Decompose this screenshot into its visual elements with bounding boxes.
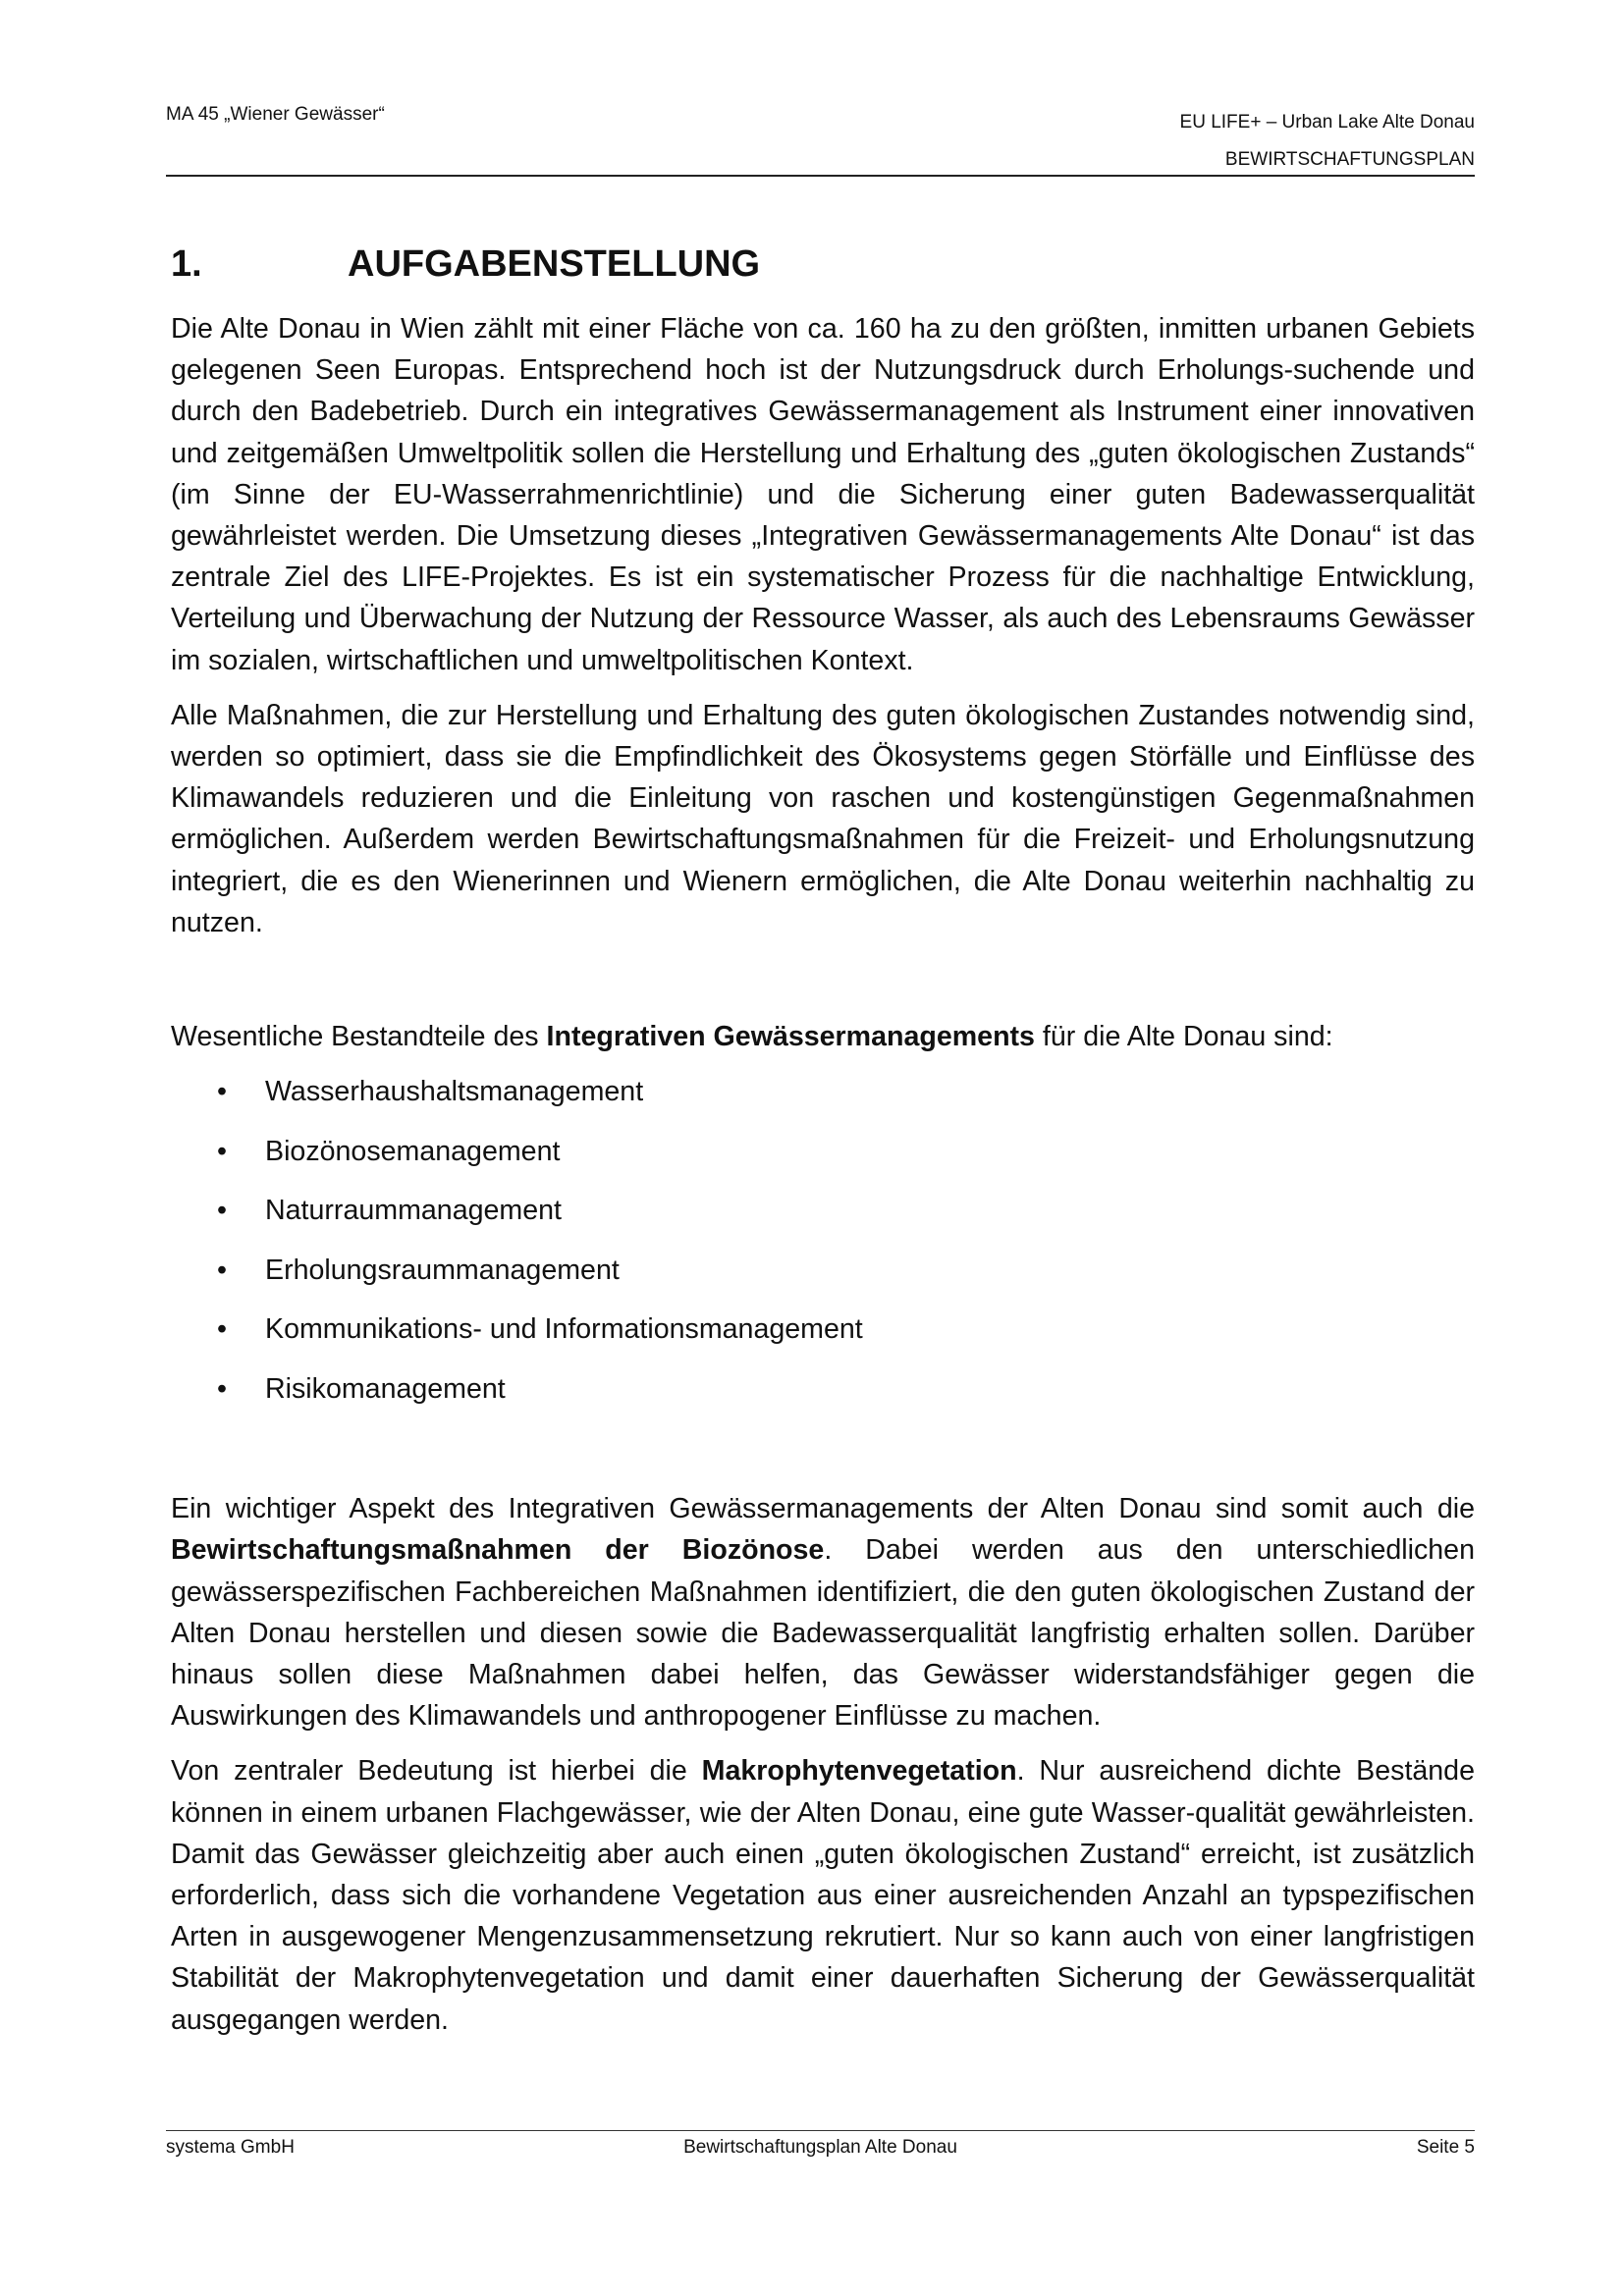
footer-page-number: Seite 5: [1416, 2137, 1475, 2158]
header-left: MA 45 „Wiener Gewässer“: [166, 104, 385, 125]
header-document-type: BEWIRTSCHAFTUNGSPLAN: [1224, 149, 1475, 170]
header-right: [1180, 104, 1475, 179]
bullet-icon: •: [217, 1254, 228, 1286]
paragraph-biocenosis: Ein wichtiger Aspekt des Integrativen Gewässermanagements der Alten Donau sind somit auch die Bewirtschaftungsmaßnahmen der Biozönose. Dabei werden aus den unterschiedlichen gewässerspezifischen Fachbereichen Maßnahmen identifiziert, die den guten ökologischen Zustand der Alten Donau herstellen und diesen sowie die Badewasserqualität langfristig erhalten sollen. Darüber hinaus sollen diese Maßnahmen dabei helfen, das Gewässer widerstandsfähiger gegen die Auswirkungen des Klimawandels und anthropogener Einflüsse zu machen.: [171, 1493, 1475, 1733]
footer-company: systema GmbH: [166, 2137, 295, 2158]
list-item: • Erholungsraummanagement: [171, 1250, 1475, 1309]
bullet-icon: •: [217, 1135, 228, 1167]
header-project-title: EU LIFE+ – Urban Lake Alte Donau: [1179, 112, 1475, 133]
bullet-icon: •: [217, 1076, 228, 1108]
paragraph-macrophytes: Von zentraler Bedeutung ist hierbei die Makrophytenvegetation. Nur ausreichend dichte Bestände können in einem urbanen Flachgewässer, wie der Alten Donau, eine gute Wasser-qualität gewährleisten. Damit das Gewässer gleichzeitig aber auch einen „guten ökologischen Zustand“ erreicht, ist zusätzlich erforderlich, dass sich die vorhandene Vegetation aus einer ausreichenden Anzahl an typspezifischen Arten in ausgewogener Mengenzusammensetzung rekrutiert. Nur so kann auch von einer langfristigen Stabilität der Makrophytenvegetation und damit einer dauerhaften Sicherung der Gewässerqualität ausgegangen werden.: [171, 1755, 1475, 2036]
bullet-icon: •: [217, 1195, 228, 1227]
document-body: [171, 308, 1475, 2055]
list-item: • Wasserhaushaltsmanagement: [171, 1071, 1475, 1131]
emphasis-macrophyte-vegetation: Makrophytenvegetation: [701, 1755, 1017, 1788]
paragraph-components-intro: Wesentliche Bestandteile des Integrativen Gewässermanagements für die Alte Donau sind:: [171, 1021, 1333, 1053]
emphasis-integrative-management: Integrativen Gewässermanagements: [546, 1021, 1035, 1053]
section-title: AUFGABENSTELLUNG: [348, 243, 761, 285]
bullet-icon: •: [217, 1372, 228, 1405]
section-number: 1.: [171, 243, 202, 285]
list-item: • Risikomanagement: [171, 1368, 1475, 1428]
emphasis-biocenosis-measures: Bewirtschaftungsmaßnahmen der Biozönose: [171, 1534, 825, 1567]
components-list: [171, 1071, 1475, 1427]
footer-document-title: Bewirtschaftungsplan Alte Donau: [683, 2137, 957, 2158]
list-item: • Kommunikations- und Informationsmanagement: [171, 1308, 1475, 1368]
list-item: • Biozönosemanagement: [171, 1131, 1475, 1191]
section-heading: [171, 243, 760, 286]
list-item: • Naturraummanagement: [171, 1190, 1475, 1250]
header-divider: [166, 175, 1475, 177]
paragraph-intro: Die Alte Donau in Wien zählt mit einer Fläche von ca. 160 ha zu den größten, inmitten urbanen Gebiets gelegenen Seen Europas. Entsprechend hoch ist der Nutzungsdruck durch Erholungs-suchende und durch den Badebetrieb. Durch ein integratives Gewässermanagement als Instrument einer innovativen und zeitgemäßen Umweltpolitik sollen die Herstellung und Erhaltung des „guten ökologischen Zustands“ (im Sinne der EU-Wasserrahmenrichtlinie) und die Sicherung einer guten Badewasserqualität gewährleistet werden. Die Umsetzung dieses „Integrativen Gewässermanagements Alte Donau“ ist das zentrale Ziel des LIFE-Projektes. Es ist ein systematischer Prozess für die nachhaltige Entwicklung, Verteilung und Überwachung der Nutzung der Ressource Wasser, als auch des Lebensraums Gewässer im sozialen, wirtschaftlichen und umweltpolitischen Kontext.: [171, 313, 1475, 676]
bullet-icon: •: [217, 1313, 228, 1346]
paragraph-measures: Alle Maßnahmen, die zur Herstellung und Erhaltung des guten ökologischen Zustandes notwendig sind, werden so optimiert, dass sie die Empfindlichkeit des Ökosystems gegen Störfälle und Einflüsse des Klimawandels reduzieren und die Einleitung von raschen und kostengünstigen Gegenmaßnahmen ermöglichen. Außerdem werden Bewirtschaftungsmaßnahmen für die Freizeit- und Erholungsnutzung integriert, die es den Wienerinnen und Wienern ermöglichen, die Alte Donau weiterhin nachhaltig zu nutzen.: [171, 699, 1475, 938]
footer-divider: [166, 2130, 1475, 2131]
